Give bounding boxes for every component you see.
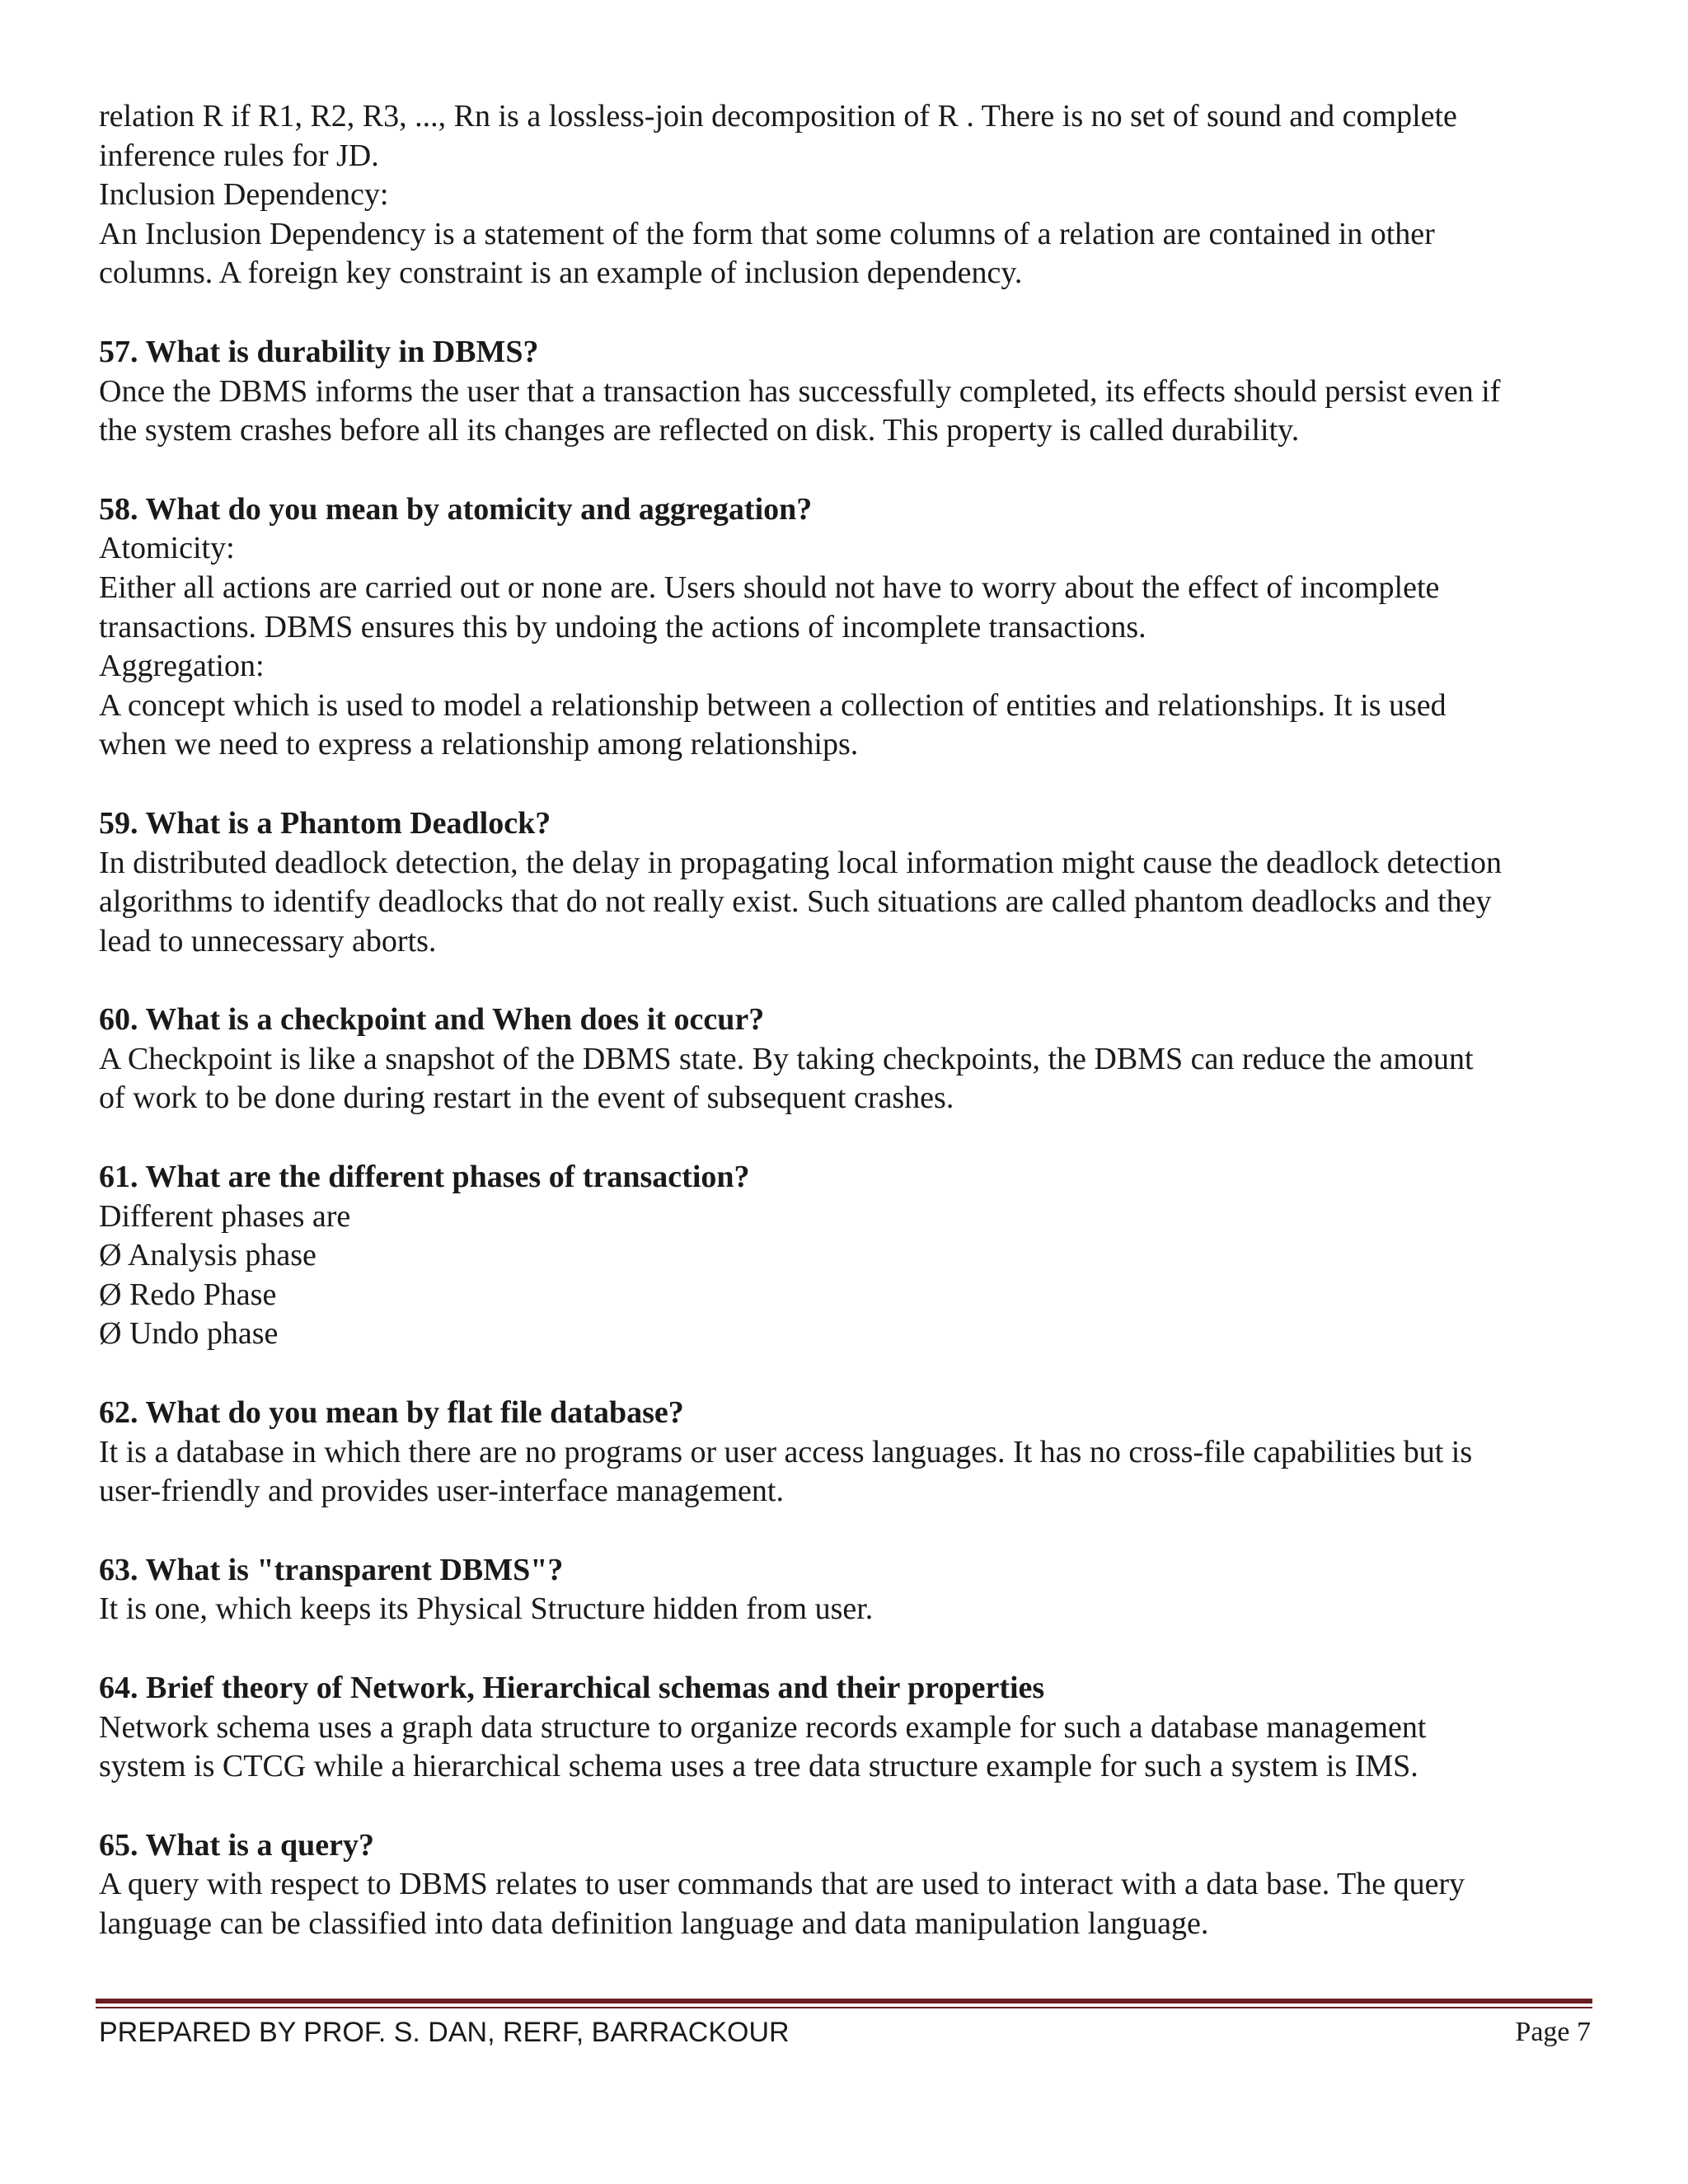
question-title: 65. What is a query? — [99, 1827, 374, 1863]
question-57 — [99, 333, 1591, 451]
answer-text — [99, 844, 1591, 962]
page-number: Page 7 — [1515, 2017, 1591, 2047]
answer-text — [99, 1865, 1591, 1943]
answer-text — [99, 1433, 1591, 1511]
answer-text — [99, 1197, 1591, 1354]
question-title: 58. What do you mean by atomicity and aggregation? — [99, 491, 813, 527]
text-line: Aggregation: — [99, 649, 265, 684]
question-64 — [99, 1669, 1591, 1787]
intro-text — [99, 97, 1591, 293]
bullet-item: Ø Redo Phase — [99, 1277, 277, 1312]
question-62 — [99, 1394, 1591, 1511]
text-line: Network schema uses a graph data structure to organize records example for such a database management — [99, 1709, 1427, 1745]
question-65 — [99, 1826, 1591, 1944]
answer-text — [99, 529, 1591, 765]
text-line: It is one, which keeps its Physical Structure hidden from user. — [99, 1591, 874, 1627]
document-body — [99, 97, 1591, 1944]
footer-rule-thin — [96, 2007, 1592, 2008]
question-title: 61. What are the different phases of transaction? — [99, 1160, 750, 1195]
intro-paragraph — [99, 97, 1591, 293]
question-title: 63. What is "transparent DBMS"? — [99, 1552, 564, 1587]
text-line: Different phases are — [99, 1198, 351, 1234]
text-line: lead to unnecessary aborts. — [99, 923, 437, 958]
text-line: Inclusion Dependency: — [99, 177, 389, 213]
text-line: transactions. DBMS ensures this by undoing the actions of incomplete transactions. — [99, 609, 1146, 644]
text-line: language can be classified into data definition language and data manipulation language. — [99, 1905, 1209, 1941]
text-line: system is CTCG while a hierarchical schema uses a tree data structure example for such a system is IMS. — [99, 1749, 1418, 1784]
question-title: 64. Brief theory of Network, Hierarchical schemas and their properties — [99, 1671, 1045, 1705]
text-line: user-friendly and provides user-interface management. — [99, 1474, 784, 1509]
question-59 — [99, 804, 1591, 961]
question-title: 59. What is a Phantom Deadlock? — [99, 805, 551, 841]
footer-rule — [96, 1999, 1592, 2004]
text-line: A query with respect to DBMS relates to user commands that are used to interact with a data base. The query — [99, 1867, 1465, 1902]
question-61 — [99, 1158, 1591, 1354]
bullet-item: Ø Undo phase — [99, 1316, 279, 1352]
text-line: when we need to express a relationship among relationships. — [99, 727, 859, 762]
bullet-item: Ø Analysis phase — [99, 1238, 316, 1273]
answer-text — [99, 373, 1591, 451]
text-line: Either all actions are carried out or none are. Users should not have to worry about the effect of incomplete — [99, 569, 1440, 605]
question-60 — [99, 1001, 1591, 1118]
text-line: In distributed deadlock detection, the delay in propagating local information might cause the deadlock detection — [99, 845, 1503, 880]
answer-text — [99, 1590, 1591, 1629]
text-line: A Checkpoint is like a snapshot of the DBMS state. By taking checkpoints, the DBMS can reduce the amount — [99, 1041, 1474, 1076]
answer-text — [99, 1040, 1591, 1118]
text-line: relation R if R1, R2, R3, ..., Rn is a lossless-join decomposition of R . There is no set of sound and complete — [99, 99, 1457, 134]
answer-text — [99, 1708, 1591, 1787]
text-line: of work to be done during restart in the event of subsequent crashes. — [99, 1080, 954, 1116]
text-line: An Inclusion Dependency is a statement of the form that some columns of a relation are contained in other — [99, 216, 1435, 251]
text-line: inference rules for JD. — [99, 138, 379, 173]
question-58 — [99, 490, 1591, 765]
footer-author: PREPARED BY PROF. S. DAN, RERF, BARRACKOUR — [99, 2017, 790, 2048]
question-title: 62. What do you mean by flat file database? — [99, 1395, 684, 1431]
text-line: It is a database in which there are no programs or user access languages. It has no cross-file capabilities but is — [99, 1434, 1473, 1469]
text-line: Once the DBMS informs the user that a transaction has successfully completed, its effects should persist even if — [99, 373, 1501, 409]
text-line: the system crashes before all its changes are reflected on disk. This property is called durability. — [99, 413, 1300, 448]
text-line: A concept which is used to model a relationship between a collection of entities and relationships. It is used — [99, 687, 1447, 723]
question-63 — [99, 1551, 1591, 1629]
page-footer — [99, 2013, 1591, 2052]
text-line: algorithms to identify deadlocks that do not really exist. Such situations are called phantom deadlocks and they — [99, 884, 1492, 920]
question-title: 57. What is durability in DBMS? — [99, 334, 539, 369]
question-title: 60. What is a checkpoint and When does it occur? — [99, 1002, 765, 1038]
text-line: columns. A foreign key constraint is an example of inclusion dependency. — [99, 255, 1023, 291]
text-line: Atomicity: — [99, 531, 235, 566]
